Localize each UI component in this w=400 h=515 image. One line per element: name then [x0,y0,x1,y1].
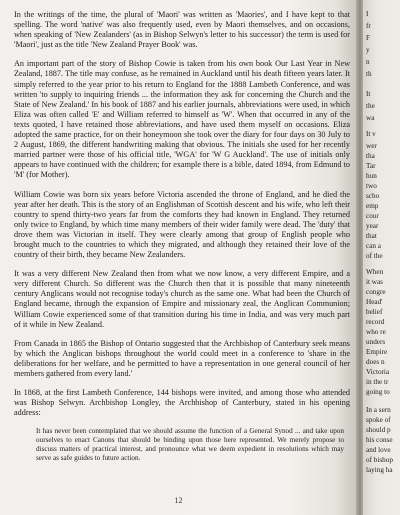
right-page-text-fragment: th [366,70,372,78]
right-page-text-fragment: scho [366,192,380,200]
right-page-edge [363,0,400,515]
paragraph-william-cowie-born: William Cowie was born six years before Victoria ascended the throne of England, and he died the year after her death. This is the story of an Englishman of Scottish descent and his wife, who left their country to spend thirty-two years far from the comforts they had known in England. They returned only twice to England, by which time many members of their wider family were dead. The 'duty' that drove them was Victorian in itself. They were clearly among that group of English people who brought much to the countries to which they migrated, and although they retained their love of the country of their birth, they became New Zealanders. [14,189,350,260]
right-page-text-fragment: going to [366,388,390,396]
right-page-text-fragment: F [366,34,370,42]
right-page-text-fragment: Empire [366,348,388,356]
right-page-text-fragment: year [366,222,379,230]
right-page-text-fragment: Tar [366,162,376,170]
right-page-text-fragment: emp [366,202,379,210]
page-text [14,10,350,463]
right-page-text-fragment: of bishop [366,456,393,464]
right-page-text-fragment: should p [366,426,391,434]
right-page-text-fragment: can a [366,242,381,250]
right-page-text-fragment: that [366,232,377,240]
right-page-text-fragment: who re [366,328,386,336]
right-page-text-fragment: and love [366,446,391,454]
right-page-text-fragment: wa [366,114,375,122]
right-page-text-fragment: laying ha [366,466,393,474]
block-quote-longley: It has never been contemplated that we should assume the function of a General Synod ... and take upon ourselves to enact Canons that should be binding upon those here represented. We merely propose to discuss matters of practical interest, and pronounce what we deem expedient in resolutions which may serve as safe guides to future action. [36,427,344,463]
right-page-text-fragment: record [366,318,385,326]
right-page-text-fragment: unders [366,338,386,346]
right-page-text-fragment: fr [366,22,371,30]
paragraph-canada-1865: From Canada in 1865 the Bishop of Ontario suggested that the Archbishop of Canterbury seek means by which the Anglican bishops throughout the world could meet in a conference to 'share in the deliberations for her welfare, and be permitted to have a representation in one general council of her members gathered from every land.' [14,338,350,378]
paragraph-plural-maori: In the writings of the time, the plural of 'Maori' was written as 'Maories', and I have kept to that spelling. The word 'native' was also frequently used, even by Maori themselves, and on occasions, when speaking of 'New Zealanders' (as in Bishop Selwyn's letter to his successor) the term is used for 'Maori', just as the title 'New Zealand Prayer Book' was. [14,10,350,50]
right-page-text-fragment: cour [366,212,379,220]
right-page-text-fragment: the [366,102,375,110]
paragraph-bishop-cowie-book: An important part of the story of Bishop Cowie is taken from his own book Our Last Year in New Zealand, 1887. The title may confuse, as he remained in Auckland until his death fifteen years later. It simply referred to the year prior to his return to England for the 1888 Lambeth Conference, and was written 'to supply to inquiring friends ... the information they ask for concerning the Church and the State of New Zealand.' In his book of 1887 and his earlier journals, abbreviations were used, in which Eliza was often called 'E' and William referred to himself as 'W'. When that occurred in any of the texts quoted, I have retained those abbreviations, and have used them myself on occasions. Eliza adopted the same practice, for on their honeymoon she took over the diary for four days on 30 July to 2 August, 1869, the different handwriting making that obvious. The initials she used for her recently married partner were those of his official title, 'WGA' for 'W G Auckland'. The use of initials only appears to have continued with the children; for example there is a bible, dated 1894, from Edmund to 'M' (for Mother). [14,59,350,180]
right-page-text-fragment: In a sern [366,406,391,414]
right-page-text-fragment: tha [366,152,375,160]
right-page-text-fragment: his conse [366,436,393,444]
right-page-text-fragment: It v [366,130,376,138]
right-page-text-fragment: in the tr [366,378,389,386]
right-page-text-fragment: Head' [366,298,383,306]
right-page-text-fragment: it was [366,278,383,286]
right-page-text-fragment: hun [366,172,377,180]
page-number: 12 [174,496,183,505]
right-page-text-fragment: n [366,58,370,66]
right-page-text-fragment: y [366,46,370,54]
right-page-text-fragment: two [366,182,377,190]
right-page-text-fragment: When [366,268,384,276]
right-page-text-fragment: of the [366,252,383,260]
right-page-text-fragment: wer [366,142,377,150]
right-page-text-fragment: spoke of [366,416,391,424]
right-page-text-fragment: does n [366,358,385,366]
right-page-text-fragment: Victoria [366,368,390,376]
right-page-text-fragment: I [366,10,369,18]
right-page-text-fragment: congre [366,288,386,296]
paragraph-different-new-zealand: It was a very different New Zealand then from what we now know, a very different Empire, and a very different Church. So different was the Church then that it is possible that many nineteenth century Anglicans would not recognise today's church as the same one. What had been the Church of England became, through the expansion of Empire and missionary zeal, the Anglican Communion; William Cowie experienced some of that transition during his time in India, and was very much part of it while in New Zealand. [14,269,350,329]
right-page-text-fragment: It [366,90,371,98]
right-page-text-fragment: belief [366,308,383,316]
paragraph-lambeth-1868: In 1868, at the first Lambeth Conference, 144 bishops were invited, and among those who attended was Bishop Selwyn. Archbishop Longley, the Archbishop of Canterbury, stated in his opening address: [14,388,350,418]
